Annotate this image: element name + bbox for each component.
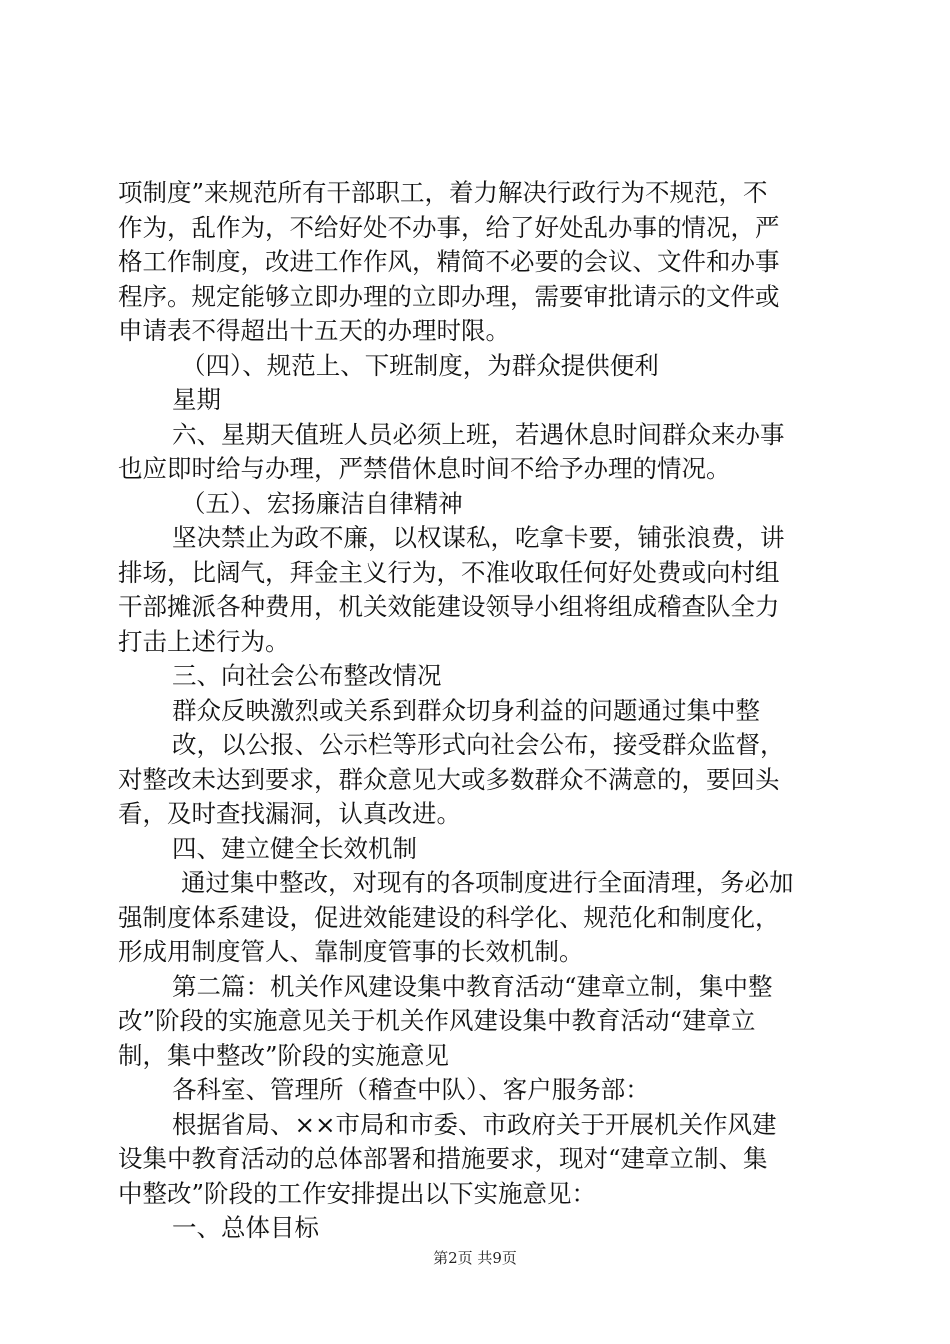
text-line: 形成用制度管人、靠制度管事的长效机制。 (118, 937, 584, 966)
text-line: 中整改”阶段的工作安排提出以下实施意见： (118, 1179, 597, 1208)
chapter-heading: 第二篇：机关作风建设集中教育活动“建章立制，集中整 (172, 972, 773, 1001)
text-line: 改”阶段的实施意见关于机关作风建设集中教育活动“建章立 (118, 1006, 756, 1035)
text-line: 群众反映激烈或关系到群众切身利益的问题通过集中整 (172, 696, 760, 725)
text-line: 干部摊派各种费用，机关效能建设领导小组将组成稽查队全力 (118, 592, 780, 621)
text-line: 作为，乱作为，不给好处不办事，给了好处乱办事的情况，严 (118, 213, 780, 242)
text-line: 看，及时查找漏洞，认真改进。 (118, 799, 461, 828)
section-heading: 三、向社会公布整改情况 (172, 661, 442, 690)
text-line: 申请表不得超出十五天的办理时限。 (118, 316, 510, 345)
text-line: 格工作制度，改进工作作风，精简不必要的会议、文件和办事 (118, 247, 780, 276)
text-line: 根据省局、××市局和市委、市政府关于开展机关作风建 (172, 1110, 777, 1139)
text-line: 排场，比阔气，拜金主义行为，不准收取任何好处费或向村组 (118, 558, 780, 587)
text-line: 项制度”来规范所有干部职工，着力解决行政行为不规范，不 (118, 178, 768, 207)
text-line: 对整改未达到要求，群众意见大或多数群众不满意的，要回头 (118, 765, 780, 794)
text-line: 打击上述行为。 (118, 627, 290, 656)
text-line: 通过集中整改，对现有的各项制度进行全面清理，务必加 (181, 868, 794, 897)
text-line: 坚决禁止为政不廉，以权谋私，吃拿卡要，铺张浪费，讲 (172, 523, 785, 552)
section-heading: 一、总体目标 (172, 1213, 319, 1242)
text-line: 六、星期天值班人员必须上班，若遇休息时间群众来办事 (172, 420, 785, 449)
text-line: 改，以公报、公示栏等形式向社会公布，接受群众监督， (172, 730, 785, 759)
section-heading: （四）、规范上、下班制度，为群众提供便利 (181, 351, 659, 380)
text-line: 程序。规定能够立即办理的立即办理，需要审批请示的文件或 (118, 282, 780, 311)
text-line: 各科室、管理所（稽查中队）、客户服务部： (172, 1075, 650, 1104)
text-line: 制，集中整改”阶段的实施意见 (118, 1041, 450, 1070)
text-line: 也应即时给与办理，严禁借休息时间不给予办理的情况。 (118, 454, 731, 483)
section-heading: （五）、宏扬廉洁自律精神 (181, 489, 463, 518)
text-line: 星期 (172, 385, 221, 414)
page-number: 第2页 共9页 (433, 1249, 517, 1267)
text-line: 设集中教育活动的总体部署和措施要求，现对“建章立制、集 (118, 1144, 768, 1173)
text-line: 强制度体系建设，促进效能建设的科学化、规范化和制度化， (118, 903, 780, 932)
section-heading: 四、建立健全长效机制 (172, 834, 417, 863)
